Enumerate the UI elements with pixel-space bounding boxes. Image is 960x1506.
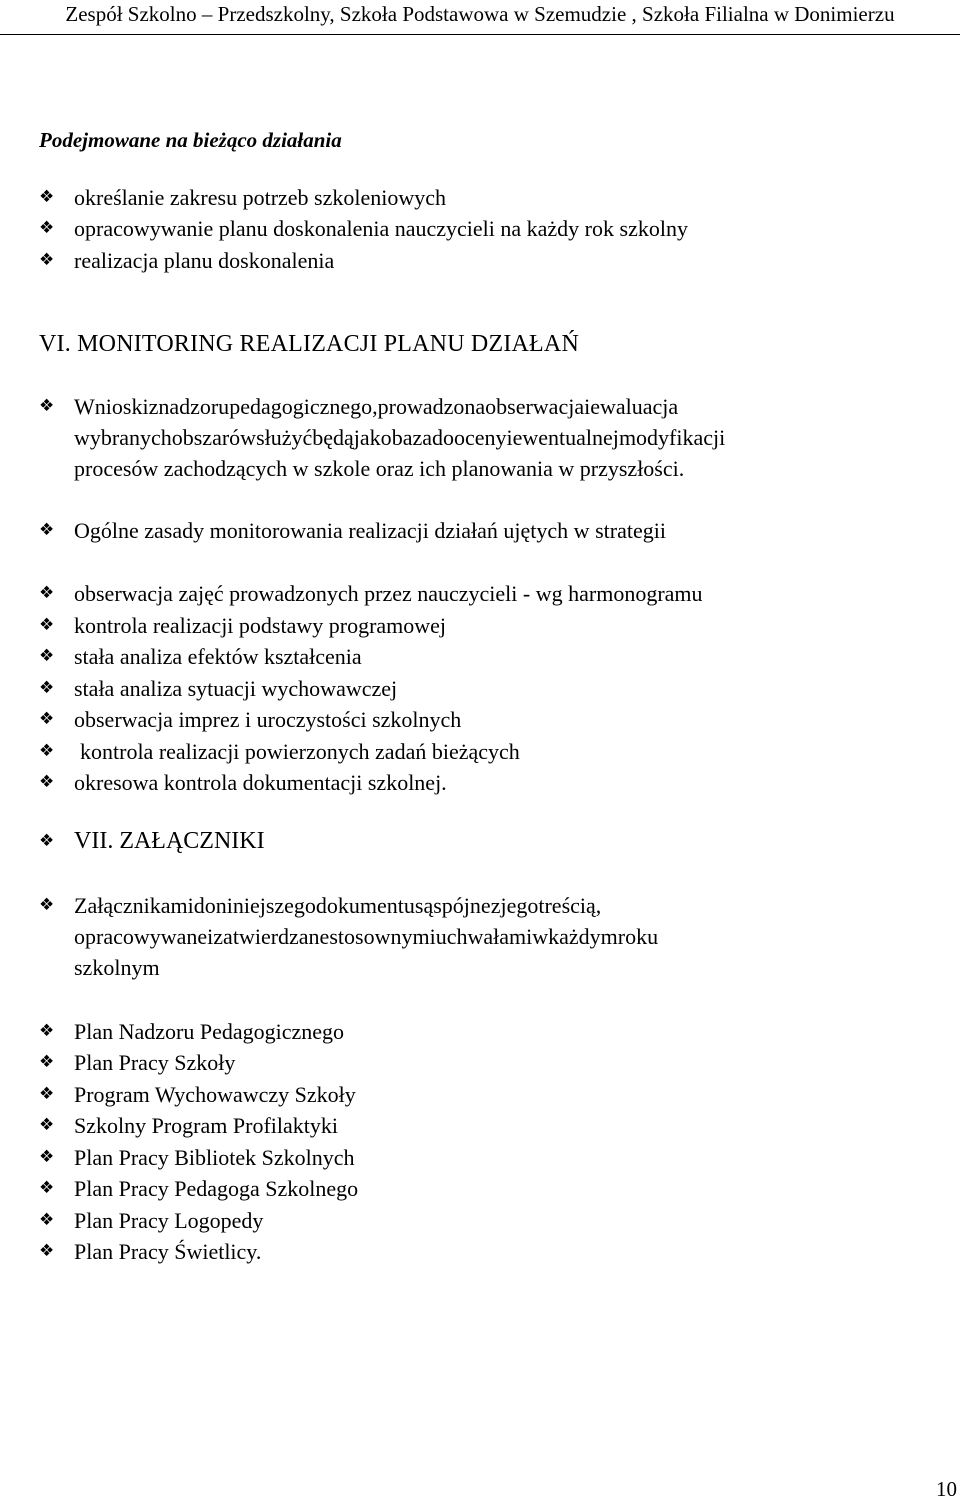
word: będą xyxy=(312,425,354,450)
four-diamond-bullet-icon: ❖ xyxy=(39,1147,55,1167)
paragraph-line xyxy=(74,391,957,422)
list-item-text: kontrola realizacji powierzonych zadań bieżących xyxy=(80,739,520,764)
list-item-text: okresowa kontrola dokumentacji szkolnej. xyxy=(74,770,447,795)
word: Wnioski xyxy=(74,394,149,419)
word: uchwałami xyxy=(435,924,533,949)
word: dokumentu xyxy=(315,893,415,918)
four-diamond-bullet-icon: ❖ xyxy=(39,1210,55,1230)
word: modyfikacji xyxy=(618,425,726,450)
word: baza xyxy=(391,425,432,450)
word: z xyxy=(490,893,501,918)
word: i xyxy=(584,394,591,419)
word: jako xyxy=(353,425,392,450)
word: są xyxy=(414,893,434,918)
word: opracowywane xyxy=(74,924,208,949)
word: ewaluacja xyxy=(590,394,679,419)
list-item-text: Szkolny Program Profilaktyki xyxy=(74,1113,338,1138)
four-diamond-bullet-icon: ❖ xyxy=(39,1084,55,1104)
four-diamond-bullet-icon: ❖ xyxy=(39,678,55,698)
list-item-text: opracowywanie planu doskonalenia nauczycieli na każdy rok szkolny xyxy=(74,216,688,241)
four-diamond-bullet-icon: ❖ xyxy=(39,396,55,416)
word: i xyxy=(506,425,513,450)
paragraph-line: procesów zachodzących w szkole oraz ich planowania w przyszłości. xyxy=(74,456,685,481)
word: prowadzona xyxy=(377,394,486,419)
four-diamond-bullet-icon: ❖ xyxy=(39,218,55,238)
list-item-text: obserwacja zajęć prowadzonych przez nauczycieli - wg harmonogramu xyxy=(74,581,703,606)
list-item-text: Plan Pracy Pedagoga Szkolnego xyxy=(74,1176,359,1201)
four-diamond-bullet-icon: ❖ xyxy=(39,615,55,635)
list-item-text: Program Wychowawczy Szkoły xyxy=(74,1082,356,1107)
four-diamond-bullet-icon: ❖ xyxy=(39,250,55,270)
four-diamond-bullet-icon: ❖ xyxy=(39,1115,55,1135)
word: Załącznikami xyxy=(74,893,194,918)
word: wybranych xyxy=(74,425,172,450)
four-diamond-bullet-icon: ❖ xyxy=(39,831,55,851)
paragraph-line xyxy=(74,890,957,921)
list-item-text: realizacja planu doskonalenia xyxy=(74,248,335,273)
four-diamond-bullet-icon: ❖ xyxy=(39,741,55,761)
list-item-text: Plan Pracy Logopedy xyxy=(74,1208,264,1233)
list-item-text: określanie zakresu potrzeb szkoleniowych xyxy=(74,185,447,210)
word: każdym xyxy=(548,924,618,949)
word: treścią, xyxy=(538,893,602,918)
section-vi-heading: VI. MONITORING REALIZACJI PLANU DZIAŁAŃ xyxy=(39,331,579,357)
four-diamond-bullet-icon: ❖ xyxy=(39,1021,55,1041)
ongoing-actions-heading: Podejmowane na bieżąco działania xyxy=(39,128,342,152)
four-diamond-bullet-icon: ❖ xyxy=(39,187,55,207)
list-item-text: obserwacja imprez i uroczystości szkolnych xyxy=(74,707,462,732)
list-item-text: Plan Pracy Bibliotek Szkolnych xyxy=(74,1145,355,1170)
list-item-text: Plan Pracy Świetlicy. xyxy=(74,1239,262,1264)
header-divider xyxy=(0,34,960,35)
four-diamond-bullet-icon: ❖ xyxy=(39,772,55,792)
page-header xyxy=(0,0,960,36)
four-diamond-bullet-icon: ❖ xyxy=(39,895,55,915)
paragraph-line xyxy=(74,422,957,453)
word: do xyxy=(193,893,216,918)
word: w xyxy=(532,924,549,949)
word: oceny xyxy=(453,425,507,450)
list-item-text: Plan Nadzoru Pedagogicznego xyxy=(74,1019,345,1044)
word: nadzoru xyxy=(158,394,230,419)
word: obserwacja xyxy=(485,394,585,419)
list-item-text: stała analiza efektów kształcenia xyxy=(74,644,362,669)
word: roku xyxy=(617,924,659,949)
four-diamond-bullet-icon: ❖ xyxy=(39,1178,55,1198)
word: do xyxy=(431,425,454,450)
paragraph-line xyxy=(74,921,957,952)
four-diamond-bullet-icon: ❖ xyxy=(39,520,55,540)
section-vii-heading-text: VII. ZAŁĄCZNIKI xyxy=(74,828,265,854)
four-diamond-bullet-icon: ❖ xyxy=(39,646,55,666)
header-title: Zespół Szkolno – Przedszkolny, Szkoła Podstawowa w Szemudzie , Szkoła Filialna w Donimierzu xyxy=(65,2,895,26)
four-diamond-bullet-icon: ❖ xyxy=(39,1241,55,1261)
list-item-text: Ogólne zasady monitorowania realizacji działań ujętych w strategii xyxy=(74,518,666,543)
word: i xyxy=(207,924,214,949)
list-item-text: stała analiza sytuacji wychowawczej xyxy=(74,676,398,701)
word: niniejszego xyxy=(215,893,316,918)
word: spójne xyxy=(433,893,491,918)
page-number: 10 xyxy=(936,1477,957,1501)
word: jego xyxy=(500,893,539,918)
word: stosownymi xyxy=(329,924,436,949)
word: ewentualnej xyxy=(512,425,619,450)
list-item-text: Plan Pracy Szkoły xyxy=(74,1050,236,1075)
four-diamond-bullet-icon: ❖ xyxy=(39,583,55,603)
list-item-text: kontrola realizacji podstawy programowej xyxy=(74,613,447,638)
four-diamond-bullet-icon: ❖ xyxy=(39,709,55,729)
word: zatwierdzane xyxy=(213,924,330,949)
paragraph-line: szkolnym xyxy=(74,955,160,980)
word: służyć xyxy=(256,425,313,450)
word: obszarów xyxy=(171,425,257,450)
four-diamond-bullet-icon: ❖ xyxy=(39,1052,55,1072)
word: z xyxy=(148,394,159,419)
word: pedagogicznego, xyxy=(229,394,378,419)
